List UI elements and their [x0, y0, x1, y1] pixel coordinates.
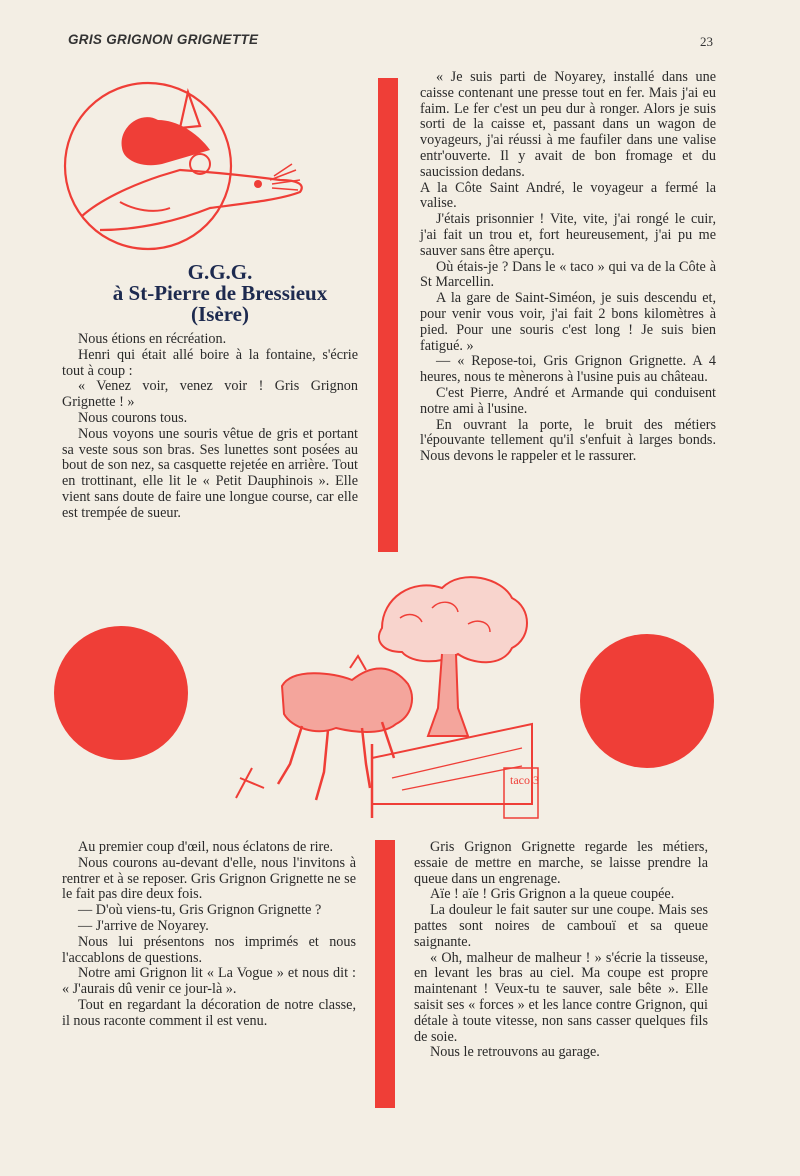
paragraph: — D'où viens-tu, Gris Grignon Grignette ?: [78, 902, 322, 919]
red-divider-bar-top: [378, 78, 398, 552]
paragraph: J'étais prisonnier ! Vite, vite, j'ai rongé le cuir, j'ai fait un trou et, fort heureusement, j'ai pu me sauver sans être aperçu.: [420, 211, 716, 259]
red-divider-bar-bottom: [375, 840, 395, 1108]
paragraph: Au premier coup d'œil, nous éclatons de rire.: [78, 839, 334, 855]
red-disc-right: [580, 634, 714, 768]
paragraph: — « Repose-toi, Gris Grignon Grignette. A 4 heures, nous te mènerons à l'usine puis au château.: [420, 353, 716, 386]
mouse-under-tree-illustration: [232, 568, 542, 828]
paragraph: Aïe ! aïe ! Gris Grignon a la queue coupée.: [430, 886, 675, 903]
paragraph: Nous lui présentons nos imprimés et nous l'accablons de questions.: [62, 933, 356, 966]
paragraph: Nous courons au-devant d'elle, nous l'invitons à rentrer et à se reposer. Gris Grignon Grignette ne se le fait pas dire deux fois.: [62, 854, 356, 903]
red-disc-left: [54, 626, 188, 760]
paragraph: La douleur le fait sauter sur une coupe. Mais ses pattes sont noires de cambouï et sa queue saignante.: [414, 902, 708, 950]
title-line: (Isère): [191, 302, 249, 326]
article-title: [60, 262, 380, 325]
paragraph: « Oh, malheur de malheur ! » s'écrie la tisseuse, en levant les bras au ciel. Ma coupe est propre maintenant ! Veux-tu te sauver, sale bête ». Elle saisit ses « forces » et les lance contre Grignon, qui détale à toute vitesse, non sans casser quelques fils de soie.: [414, 949, 708, 1045]
title-line: à St-Pierre de Bressieux: [112, 281, 328, 305]
mouse-head-illustration: [60, 80, 320, 260]
paragraph: « Je suis parti de Noyarey, installé dans une caisse contenant une presse tout en fer. Mais j'ai eu faim. Le fer c'est un peu dur à ronger. Alors je suis sorti de la caisse et, passant dans un wagon de voyageurs, j'ai réussi à me faufiler dans une valise entr'ouverte. Il y avait de bon fromage et du saucission dedans.: [420, 69, 716, 180]
paragraph: Henri qui était allé boire à la fontaine, s'écrie tout à coup :: [62, 346, 358, 379]
paragraph: A la gare de Saint-Siméon, je suis descendu et, pour venir vous voir, j'ai fait 2 bons kilomètres à pied. Pour une souris c'est long ! Je suis bien fatigué. »: [420, 290, 716, 354]
paragraph: Nous courons tous.: [78, 409, 188, 426]
paragraph: — J'arrive de Noyarey.: [78, 917, 209, 934]
paragraph: En ouvrant la porte, le bruit des métiers l'épouvante tellement qu'il s'enfuit à larges bonds. Nous devons le rappeler et le rassurer.: [420, 416, 716, 465]
paragraph: Tout en regardant la décoration de notre classe, il nous raconte comment il est venu.: [62, 996, 356, 1029]
top-right-column: [420, 70, 716, 465]
paragraph: Notre ami Grignon lit « La Vogue » et nous dit : « J'aurais dû venir ce jour-là ».: [62, 965, 356, 998]
illustration-signature: taco 3: [510, 773, 539, 787]
paragraph: « Venez voir, venez voir ! Gris Grignon Grignette ! »: [62, 378, 358, 411]
bottom-left-column: [62, 840, 356, 1030]
paragraph: Nous le retrouvons au garage.: [430, 1044, 600, 1061]
paragraph: A la Côte Saint André, le voyageur a fermé la valise.: [420, 179, 716, 212]
page-number: 23: [700, 34, 713, 49]
running-title: GRIS GRIGNON GRIGNETTE: [68, 32, 259, 47]
paragraph: C'est Pierre, André et Armande qui conduisent notre ami à l'usine.: [420, 384, 716, 417]
top-left-column: [62, 332, 358, 522]
paragraph: Où étais-je ? Dans le « taco » qui va de la Côte à St Marcellin.: [420, 258, 716, 291]
bottom-right-column: [414, 840, 708, 1061]
paragraph: Nous étions en récréation.: [78, 331, 227, 347]
paragraph: Gris Grignon Grignette regarde les métiers, essaie de mettre en marche, se laisse prendre la queue dans un engrenage.: [414, 839, 708, 887]
title-line: G.G.G.: [187, 260, 253, 284]
paragraph: Nous voyons une souris vêtue de gris et portant sa veste sous son bras. Ses lunettes sont posées au bout de son nez, sa casquette rejetée en arrière. Tout en trottinant, elle lit le « Petit Dauphinois ». Elle vient sans doute de faire une longue course, car elle est trempée de sueur.: [62, 425, 358, 521]
